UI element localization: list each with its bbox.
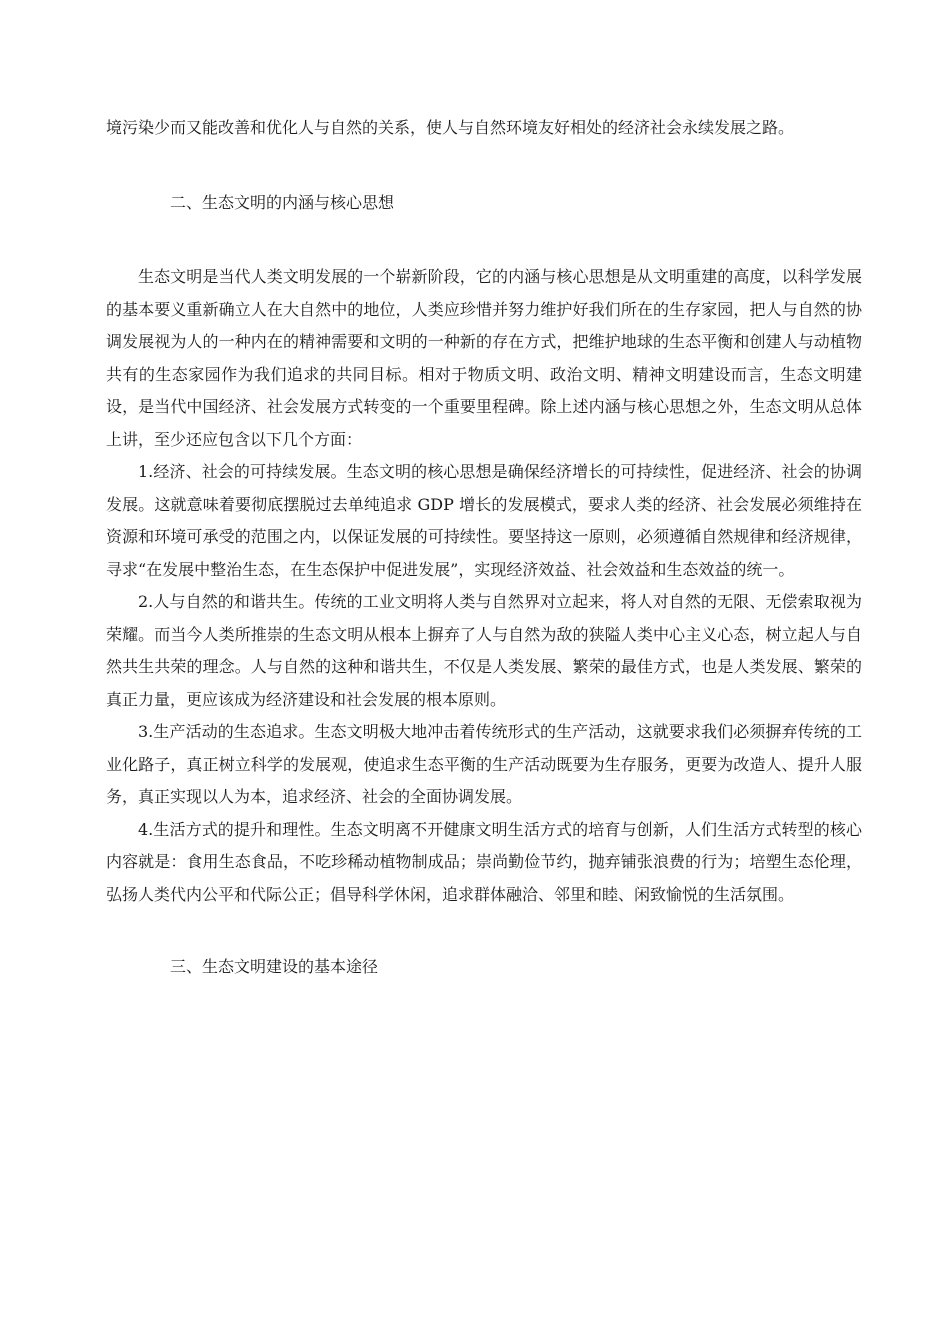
continuation-paragraph: 境污染少而又能改善和优化人与自然的关系，使人与自然环境友好相处的经济社会永续发展之路。 [106,118,795,137]
section-heading-3: 三、生态文明建设的基本途径 [170,957,379,976]
point-4-paragraph: 4.生活方式的提升和理性。生态文明离不开健康文明生活方式的培育与创新，人们生活方式转型的核心内容就是：食用生态食品，不吃珍稀动植物制成品；崇尚勤俭节约，抛弃铺张浪费的行为；培塑生态伦理，弘扬人类代内公平和代际公正；倡导科学休闲，追求群体融洽、邻里和睦、闲致愉悦的生活氛围。 [106,819,862,904]
section-heading-2: 二、生态文明的内涵与核心思想 [170,192,395,212]
point-2-paragraph: 2.人与自然的和谐共生。传统的工业文明将人类与自然界对立起来，将人对自然的无限、无偿索取视为荣耀。而当今人类所推崇的生态文明从根本上摒弃了人与自然为敌的狭隘人类中心主义心态，树立起人与自然共生共荣的理念。人与自然的这种和谐共生，不仅是人类发展、繁荣的最佳方式，也是人类发展、繁荣的真正力量，更应该成为经济建设和社会发展的根本原则。 [106,592,862,709]
point-3-paragraph: 3.生产活动的生态追求。生态文明极大地冲击着传统形式的生产活动，这就要求我们必须摒弃传统的工业化路子，真正树立科学的发展观，使追求生态平衡的生产活动既要为生存服务，更要为改造人、提升人服务，真正实现以人为本，追求经济、社会的全面协调发展。 [106,722,862,806]
section-2-intro-paragraph: 生态文明是当代人类文明发展的一个崭新阶段，它的内涵与核心思想是从文明重建的高度，以科学发展的基本要义重新确立人在大自然中的地位，人类应珍惜并努力维护好我们所在的生存家园，把人与自然的协调发展视为人的一种内在的精神需要和文明的一种新的存在方式，把维护地球的生态平衡和创建人与动植物共有的生态家园作为我们追求的共同目标。相对于物质文明、政治文明、精神文明建设而言，生态文明建设，是当代中国经济、社会发展方式转变的一个重要里程碑。除上述内涵与核心思想之外，生态文明从总体上讲，至少还应包含以下几个方面： [106,267,862,449]
document-page [106,112,862,984]
point-1-paragraph: 1.经济、社会的可持续发展。生态文明的核心思想是确保经济增长的可持续性，促进经济、社会的协调发展。这就意味着要彻底摆脱过去单纯追求 GDP 增长的发展模式，要求人类的经济、社会发展必须维持在资源和环境可承受的范围之内，以保证发展的可持续性。要坚持这一原则，必须遵循自然规律和经济规律，寻求“在发展中整治生态，在生态保护中促进发展”，实现经济效益、社会效益和生态效益的统一。 [106,462,862,579]
